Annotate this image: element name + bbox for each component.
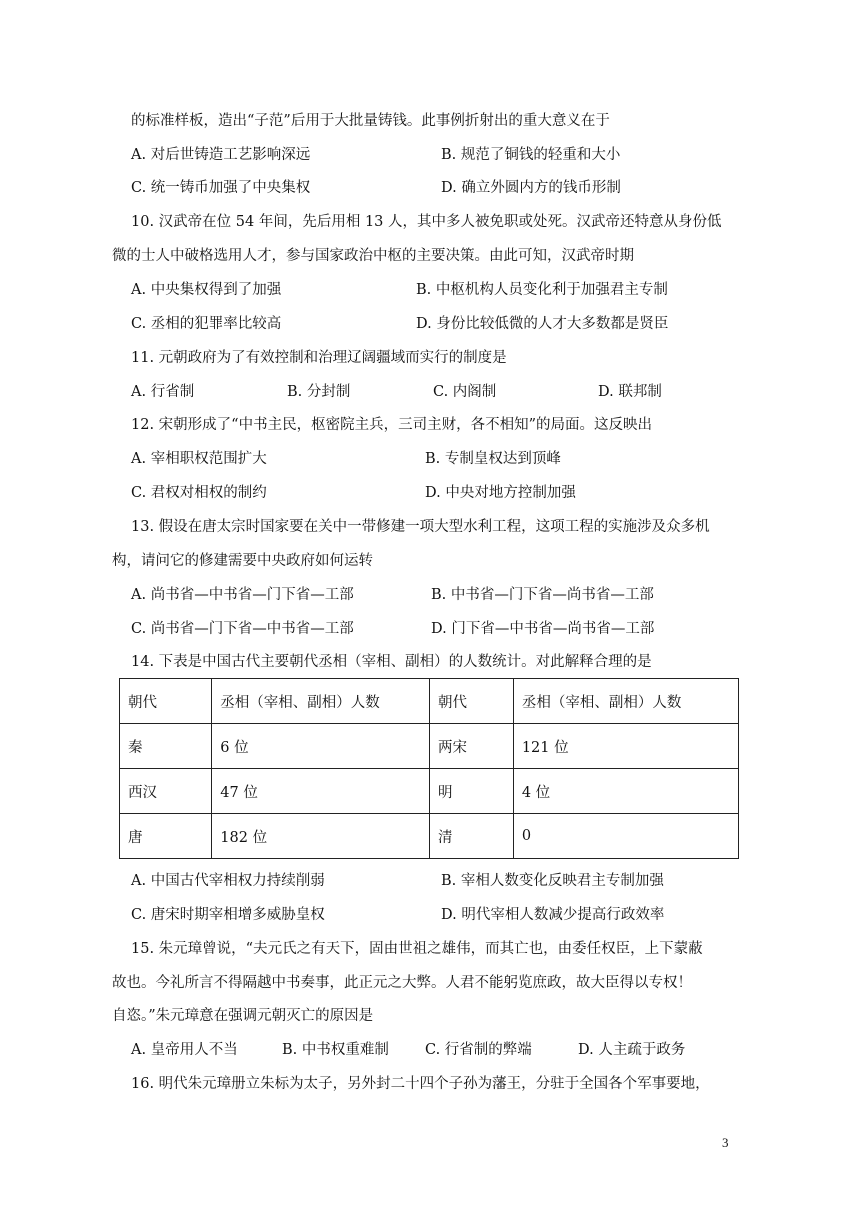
q13-option-b: B. 中书省—门下省—尚书省—工部 [431, 587, 654, 603]
q14-option-c: C. 唐宋时期宰相增多威胁皇权 [131, 907, 325, 923]
q12-option-b: B. 专制皇权达到顶峰 [425, 451, 561, 467]
q12-option-c: C. 君权对相权的制约 [131, 485, 267, 501]
q14-stem: 14. 下表是中国古代主要朝代丞相（宰相、副相）的人数统计。对此解释合理的是 [131, 654, 652, 670]
q15-option-c: C. 行省制的弊端 [425, 1042, 532, 1058]
q11-stem: 11. 元朝政府为了有效控制和治理辽阔疆域而实行的制度是 [131, 350, 507, 366]
table-cell: 6 位 [212, 724, 430, 769]
table-header-cell: 朝代 [120, 679, 212, 724]
table-cell: 西汉 [120, 769, 212, 814]
q13-option-d: D. 门下省—中书省—尚书省—工部 [431, 621, 655, 637]
q15-option-a: A. 皇帝用人不当 [131, 1042, 238, 1058]
q9-option-d: D. 确立外圆内方的钱币形制 [441, 180, 621, 196]
q11-option-a: A. 行省制 [131, 384, 195, 400]
table-cell: 两宋 [429, 724, 513, 769]
q14-option-a: A. 中国古代宰相权力持续削弱 [131, 873, 325, 889]
table-row [120, 814, 739, 859]
q10-stem-line1: 10. 汉武帝在位 54 年间，先后用相 13 人，其中多人被免职或处死。汉武帝还特意从身份低 [131, 214, 722, 230]
q9-stem-end: 的标准样板，造出“子范”后用于大批量铸钱。此事例折射出的重大意义在于 [131, 113, 610, 129]
q12-stem: 12. 宋朝形成了“中书主民，枢密院主兵，三司主财，各不相知”的局面。这反映出 [131, 417, 652, 433]
table-cell: 4 位 [513, 769, 738, 814]
q10-option-b: B. 中枢机构人员变化利于加强君主专制 [416, 282, 668, 298]
table-cell: 182 位 [212, 814, 430, 859]
table-cell: 清 [429, 814, 513, 859]
table-header-cell: 丞相（宰相、副相）人数 [513, 679, 738, 724]
table-header-cell: 丞相（宰相、副相）人数 [212, 679, 430, 724]
table-header-row [120, 679, 739, 724]
q15-stem-line2: 故也。今礼所言不得隔越中书奏事，此正元之大弊。人君不能躬览庶政，故大臣得以专权！ [112, 975, 692, 991]
q13-stem-line1: 13. 假设在唐太宗时国家要在关中一带修建一项大型水利工程，这项工程的实施涉及众多机 [131, 519, 710, 535]
q16-stem-line1: 16. 明代朱元璋册立朱标为太子，另外封二十四个子孙为藩王，分驻于全国各个军事要地， [131, 1076, 710, 1092]
table-row [120, 769, 739, 814]
q14-option-b: B. 宰相人数变化反映君主专制加强 [441, 873, 664, 889]
page-number: 3 [722, 1135, 729, 1150]
q13-option-a: A. 尚书省—中书省—门下省—工部 [131, 587, 354, 603]
q9-option-b: B. 规范了铜钱的轻重和大小 [441, 147, 621, 163]
q10-stem-line2: 微的士人中破格选用人才，参与国家政治中枢的主要决策。由此可知，汉武帝时期 [112, 248, 634, 264]
q15-option-b: B. 中书权重难制 [282, 1042, 389, 1058]
q15-option-d: D. 人主疏于政务 [578, 1042, 686, 1058]
q12-option-d: D. 中央对地方控制加强 [425, 485, 576, 501]
q11-option-c: C. 内阁制 [433, 384, 497, 400]
table-cell: 明 [429, 769, 513, 814]
q12-option-a: A. 宰相职权范围扩大 [131, 451, 267, 467]
q13-option-c: C. 尚书省—门下省—中书省—工部 [131, 621, 354, 637]
q11-option-b: B. 分封制 [287, 384, 351, 400]
table-cell: 121 位 [513, 724, 738, 769]
table-row [120, 724, 739, 769]
q15-stem-line3: 自恣。”朱元璋意在强调元朝灭亡的原因是 [112, 1008, 374, 1024]
q11-option-d: D. 联邦制 [598, 384, 662, 400]
q10-option-a: A. 中央集权得到了加强 [131, 282, 282, 298]
table-cell: 47 位 [212, 769, 430, 814]
q15-stem-line1: 15. 朱元璋曾说，“夫元氏之有天下，固由世祖之雄伟，而其亡也，由委任权臣，上下蒙蔽 [131, 941, 703, 957]
q13-stem-line2: 构，请问它的修建需要中央政府如何运转 [112, 553, 373, 569]
table-cell: 秦 [120, 724, 212, 769]
table-cell: 唐 [120, 814, 212, 859]
table-cell: 0 [513, 814, 738, 859]
table-header-cell: 朝代 [429, 679, 513, 724]
q9-option-a: A. 对后世铸造工艺影响深远 [131, 147, 311, 163]
q10-option-d: D. 身份比较低微的人才大多数都是贤臣 [416, 316, 669, 332]
q9-option-c: C. 统一铸币加强了中央集权 [131, 180, 311, 196]
q10-option-c: C. 丞相的犯罪率比较高 [131, 316, 282, 332]
q14-option-d: D. 明代宰相人数减少提高行政效率 [441, 907, 665, 923]
chancellor-count-table [119, 678, 739, 859]
